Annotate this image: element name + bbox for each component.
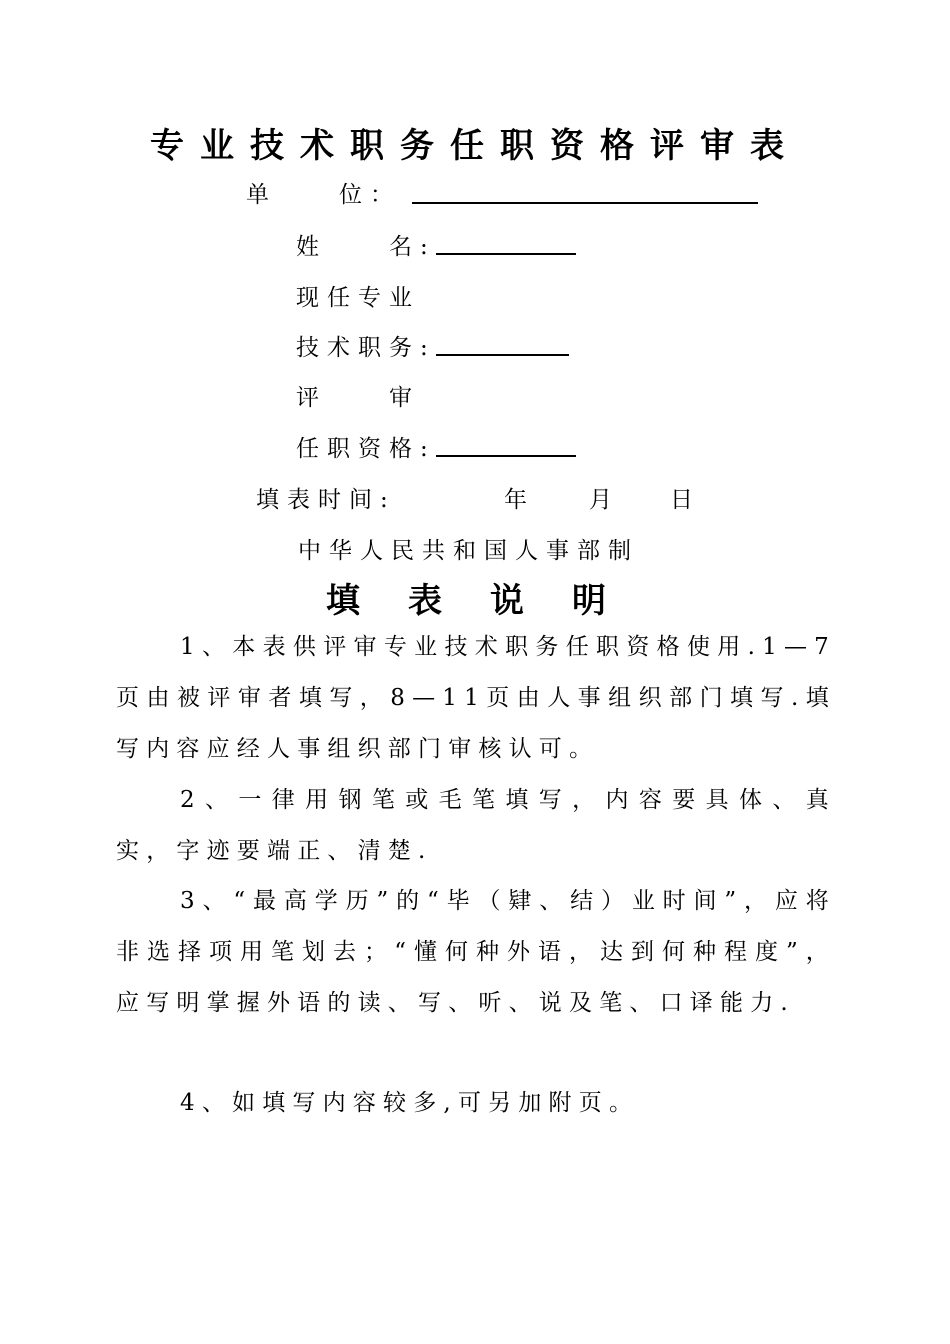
name-underline [436, 253, 576, 255]
tech-position-label: 技术职务: [296, 335, 436, 361]
instruction-item-2: 2、一律用钢笔或毛笔填写，内容要具体、真实，字迹要端正、清楚. [116, 787, 836, 864]
instruction-item-3: 3、“最高学历”的“毕（肄、结）业时间”，应将非选择项用笔划去；“懂何种外语，达到何种程度”，应写明掌握外语的读、写、听、说及笔、口译能力. [116, 888, 836, 1016]
current-major-label: 现任专业 [296, 285, 420, 311]
instructions-title: 填表说明 [326, 581, 654, 621]
review-label: 评 审 [296, 385, 420, 411]
tech-position-underline [436, 354, 569, 356]
qualification-label: 任职资格: [296, 436, 436, 462]
year-label: 年 [504, 487, 535, 513]
name-label: 姓 名: [296, 234, 436, 260]
issuer-text: 中华人民共和国人事部制 [298, 538, 639, 564]
month-label: 月 [589, 487, 620, 513]
unit-underline [412, 202, 758, 204]
unit-label: 单 位： [246, 182, 401, 208]
form-title: 专业技术职务任职资格评审表 [150, 126, 800, 166]
date-label: 填表时间: [256, 487, 396, 513]
qualification-underline [436, 455, 576, 457]
day-label: 日 [670, 487, 701, 513]
instruction-item-4: 4、如填写内容较多,可另加附页。 [180, 1090, 640, 1116]
instruction-item-1: 1、本表供评审专业技术职务任职资格使用.1—7页由被评审者填写，8—11页由人事组织部门填写.填写内容应经人事组织部门审核认可。 [116, 634, 836, 762]
